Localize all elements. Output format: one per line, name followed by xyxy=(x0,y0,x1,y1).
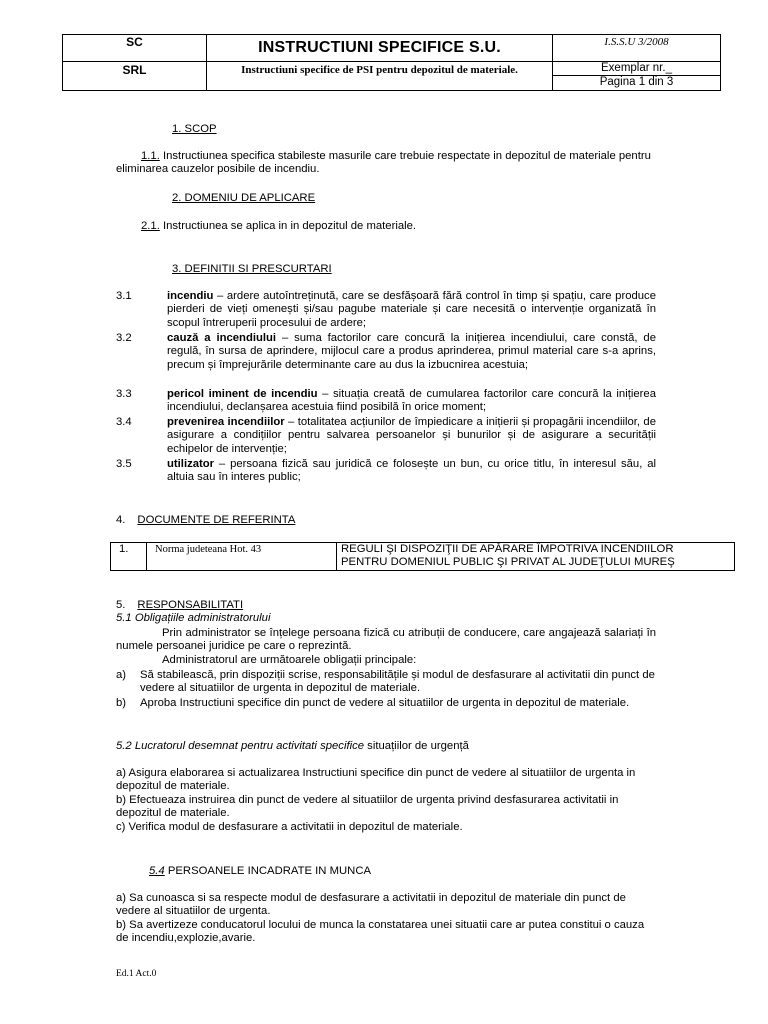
table-row xyxy=(111,543,735,571)
subsection-5-4-title: PERSOANELE INCADRATE IN MUNCA xyxy=(164,865,372,877)
definition-text: – totalitatea acțiunilor de împiedicare a inițierii și propagării incendiilor, de asigurare a condițiilor pentru salvarea persoanelor și bunurilor și de asigurare a securității echipelor de intervenție; xyxy=(167,416,656,455)
definition-term: incendiu xyxy=(167,290,214,302)
definition-number: 3.3 xyxy=(116,388,132,400)
subsection-5-2-body xyxy=(116,767,656,834)
document-reference: I.S.S.U 3/2008 xyxy=(553,35,721,62)
reference-description-line2: PENTRU DOMENIUL PUBLIC ŞI PRIVAT AL JUDEŢULUI MUREŞ xyxy=(341,556,675,569)
section-responsabilitati-heading xyxy=(116,599,243,612)
company-line2: SRL xyxy=(63,62,207,91)
definition-number: 3.5 xyxy=(116,458,132,470)
paragraph: Prin administrator se înțelege persoana fizică cu atribuții de conducere, care angajează salariați în numele persoanei juridice pe care o reprezintă. xyxy=(116,627,656,653)
clause-1-1-text: Instructiunea specifica stabileste masurile care trebuie respectate in depozitul de materiale pentru eliminarea cauzelor posibile de incendiu. xyxy=(116,150,651,176)
subsection-5-1-heading: 5.1 Obligațiile administratorului xyxy=(116,612,271,624)
document-subtitle: Instructiuni specifice de PSI pentru depozitul de materiale. xyxy=(207,62,553,91)
subsection-5-2-heading xyxy=(116,740,469,753)
company-line1: SC xyxy=(63,35,207,62)
definition-term: prevenirea incendiilor xyxy=(167,416,285,428)
reference-description xyxy=(337,543,735,571)
page-number: Pagina 1 din 3 xyxy=(553,76,721,90)
definition-text: – suma factorilor care concură la inițierea incendiului, care constă, de regulă, în sursa de aprindere, mijlocul care a produs aprinderea, primul material care s-a aprins, precum și împrejurările determinante care au dus la izbucnirea acestuia; xyxy=(167,332,656,371)
subsection-5-2-italic: 5.2 Lucratorul desemnat pentru activitati specifice xyxy=(116,740,365,752)
section-definitii-heading: 3. DEFINITII SI PRESCURTARI xyxy=(172,263,332,275)
reference-description-line1: REGULI ŞI DISPOZIŢII DE APĂRARE ÎMPOTRIVA INCENDIILOR xyxy=(341,543,674,555)
section-number: 4. xyxy=(116,514,126,526)
definition-term: utilizator xyxy=(167,458,215,470)
administrator-definition xyxy=(116,627,656,667)
clause-1-1-number: 1.1. xyxy=(141,150,160,162)
definition-text: – ardere autoîntreținută, care se desfășoară fără control în timp și spațiu, care produce pierderi de vieți omenești și/sau pagube materiale și care necesită o intervenție organizată în scopul întreruperii procesului de ardere; xyxy=(167,290,656,329)
section-number: 5. xyxy=(116,599,126,611)
administrator-obligation-a xyxy=(116,669,656,696)
list-label: a) xyxy=(116,669,127,681)
paragraph: b) Efectueaza instruirea din punct de vedere al situatiilor de urgenta privind desfasurarea activitatii in depozitul de materiale. xyxy=(116,793,619,820)
section-title: RESPONSABILITATI xyxy=(137,599,244,611)
paragraph: b) Sa avertizeze conducatorul locului de munca la constatarea unei situatii care ar putea constitui o cauza de incendiu,explozie,avarie. xyxy=(116,918,645,945)
copy-number: Exemplar nr._ xyxy=(553,62,721,76)
administrator-obligation-b xyxy=(116,697,656,710)
subsection-5-4-heading xyxy=(149,865,371,878)
definition-number: 3.2 xyxy=(116,332,132,344)
list-label: b) xyxy=(116,697,127,709)
reference-document-name: Norma judeteana Hot. 43 xyxy=(147,543,337,571)
definition-number: 3.1 xyxy=(116,290,132,302)
clause-2-1-number: 2.1. xyxy=(141,220,160,232)
paragraph: a) Sa cunoasca si sa respecte modul de desfasurare a activitatii in depozitul de materiale din punct de vedere al situatiilor de urgenta. xyxy=(116,892,626,918)
edition-footer: Ed.1 Act.0 xyxy=(116,969,157,979)
definition-3-3 xyxy=(116,388,656,415)
section-documente-heading xyxy=(116,514,295,527)
paragraph: a) Asigura elaborarea si actualizarea Instructiuni specifice din punct de vedere al situatiilor de urgenta in depozitul de materiale. xyxy=(116,767,636,793)
list-text: Să stabilească, prin dispoziții scrise, responsabilitățile și modul de desfasurare al activitatii din punct de vedere al situatiilor de urgenta in depozitul de materiale. xyxy=(140,669,655,695)
definition-3-1 xyxy=(116,290,656,330)
paragraph: Administratorul are următoarele obligații principale: xyxy=(162,653,417,666)
definition-3-2 xyxy=(116,332,656,372)
definition-3-4 xyxy=(116,416,656,456)
section-title: DOCUMENTE DE REFERINTA xyxy=(137,514,296,526)
definition-text: – situația creată de cumularea factorilor care concură la inițierea incendiului, declanșarea acestuia fiind posibilă în orice moment; xyxy=(167,388,656,414)
definition-number: 3.4 xyxy=(116,416,132,428)
section-domeniu-body xyxy=(116,220,656,233)
reference-documents-table xyxy=(110,542,735,571)
document-title: INSTRUCTIUNI SPECIFICE S.U. xyxy=(207,35,553,62)
subsection-5-4-number: 5.4 xyxy=(149,865,165,877)
definition-term: cauză a incendiului xyxy=(167,332,277,344)
subsection-5-2-rest: situațiilor de urgență xyxy=(364,740,469,752)
list-text: Aproba Instructiuni specifice din punct de vedere al situatiilor de urgenta in depozitul de materiale. xyxy=(140,697,630,709)
definition-term: pericol iminent de incendiu xyxy=(167,388,318,400)
definition-text: – persoana fizică sau juridică ce folosește un bun, cu orice titlu, în interesul său, al altuia sau în interes public; xyxy=(167,458,656,484)
document-header xyxy=(62,34,721,91)
subsection-5-4-body xyxy=(116,892,656,946)
section-domeniu-heading: 2. DOMENIU DE APLICARE xyxy=(172,192,316,204)
section-scop-heading: 1. SCOP xyxy=(172,123,217,135)
reference-row-number: 1. xyxy=(111,543,147,571)
paragraph: c) Verifica modul de desfasurare a activitatii in depozitul de materiale. xyxy=(116,820,463,833)
section-scop-body xyxy=(116,150,656,177)
clause-2-1-text: Instructiunea se aplica in in depozitul de materiale. xyxy=(159,220,417,232)
definition-3-5 xyxy=(116,458,656,485)
